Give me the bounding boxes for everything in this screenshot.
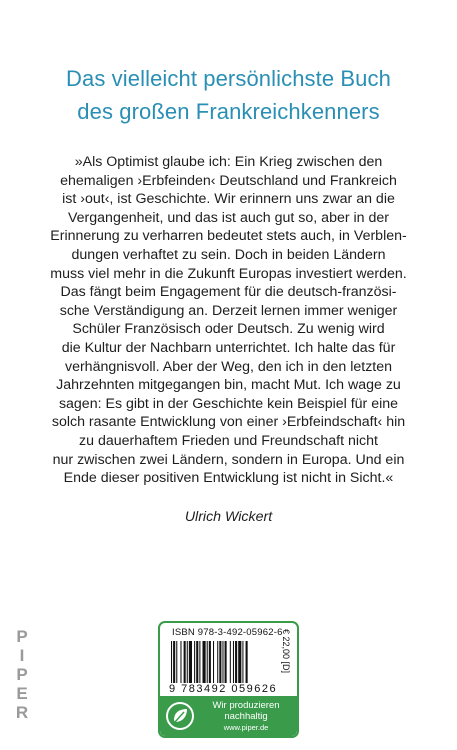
- publisher-letter: P: [16, 665, 28, 684]
- quote-line: ist ›out‹, ist Geschichte. Wir erinnern uns zwar an die: [62, 191, 395, 208]
- quote-line: muss viel mehr in die Zukunft Europas investiert werden.: [50, 265, 407, 282]
- barcode-bars: [171, 641, 275, 683]
- barcode-box: [158, 621, 299, 738]
- quote-author: Ulrich Wickert: [184, 509, 273, 525]
- barcode-bar: [196, 641, 198, 683]
- barcode-bar: [189, 641, 192, 683]
- barcode-digits: 9 783492 059626: [169, 683, 278, 695]
- barcode-bar: [176, 641, 177, 683]
- barcode-bar: [238, 641, 241, 683]
- barcode-bar: [203, 641, 206, 683]
- quote-line: verhängnisvoll. Aber der Weg, den ich in den letzten: [64, 358, 393, 375]
- headline-line: des großen Frankreichkenners: [77, 99, 380, 124]
- eco-label-line: Wir produzieren: [212, 700, 280, 711]
- publisher-url: www.piper.de: [223, 723, 269, 732]
- eco-label-line: nachhaltig: [224, 711, 268, 722]
- quote-line: nur zwischen zwei Ländern, sondern in Europa. Und ein: [52, 451, 405, 468]
- barcode-bar: [199, 641, 200, 683]
- barcode-bar: [235, 641, 237, 683]
- publisher-letter: R: [15, 703, 29, 722]
- barcode-bar: [180, 641, 181, 683]
- quote-line: ehemaligen ›Erbfeinden‹ Deutschland und Frankreich: [60, 172, 397, 189]
- quote-line: Jahrzehnten mitgegangen bin, macht Mut. Ich wage zu: [56, 377, 401, 394]
- quote-line: »Als Optimist glaube ich: Ein Krieg zwischen den: [74, 154, 383, 170]
- barcode-bar: [194, 641, 195, 683]
- eco-label: [160, 696, 297, 736]
- quote-line: dungen verhaftet zu sein. Doch in beiden Ländern: [71, 246, 386, 263]
- quote-line: die Kultur der Nachbarn unterrichtet. Ich halte das für: [61, 339, 396, 356]
- price-text: € 22,00 [D]: [281, 629, 291, 674]
- quote-line: Vergangenheit, und das ist auch gut so, aber in der: [67, 209, 390, 226]
- barcode-bar: [171, 641, 172, 683]
- eco-label-text: [200, 700, 292, 722]
- quote-text: [0, 153, 457, 488]
- barcode-bar: [217, 641, 218, 683]
- barcode-bar: [213, 641, 214, 683]
- barcode-bar: [187, 641, 188, 683]
- publisher-letter: P: [16, 627, 28, 646]
- quote-line: sche Verständigung an. Derzeit lernen immer weniger: [59, 302, 398, 319]
- publisher-letter: E: [16, 684, 28, 703]
- isbn-text: ISBN 978-3-492-05962-6: [172, 627, 283, 638]
- quote-line: Erinnerung zu verharren bedeutet stets auch, in Verblen-: [50, 228, 407, 245]
- barcode-bar: [233, 641, 234, 683]
- barcode-bar: [222, 641, 223, 683]
- quote-line: Ende dieser positiven Entwicklung ist nicht in Sicht.«: [63, 470, 394, 487]
- quote-line: zu dauerhaftem Frieden und Freundschaft nicht: [79, 432, 378, 449]
- barcode-bar: [230, 641, 231, 683]
- quote-line: solch rasante Entwicklung von einer ›Erbfeindschaft‹ hin: [51, 414, 406, 431]
- barcode-bar: [246, 641, 248, 683]
- barcode-bar: [225, 641, 227, 683]
- publisher-letter: I: [19, 646, 25, 665]
- quote-line: sagen: Es gibt in der Geschichte kein Beispiel für eine: [58, 395, 399, 412]
- barcode-bar: [173, 641, 175, 683]
- recycle-leaf-icon: [165, 701, 195, 731]
- barcode-bar: [209, 641, 211, 683]
- barcode-bar: [184, 641, 186, 683]
- publisher-logo: [14, 627, 30, 722]
- barcode-bar: [242, 641, 243, 683]
- quote-line: Das fängt beim Engagement für die deutsch-französi-: [60, 284, 397, 301]
- headline: [0, 62, 457, 128]
- barcode-bar: [207, 641, 208, 683]
- barcode-bar: [219, 641, 221, 683]
- headline-line: Das vielleicht persönlichste Buch: [66, 66, 391, 91]
- quote-line: Schüler Französisch oder Deutsch. Zu wenig wird: [72, 321, 385, 338]
